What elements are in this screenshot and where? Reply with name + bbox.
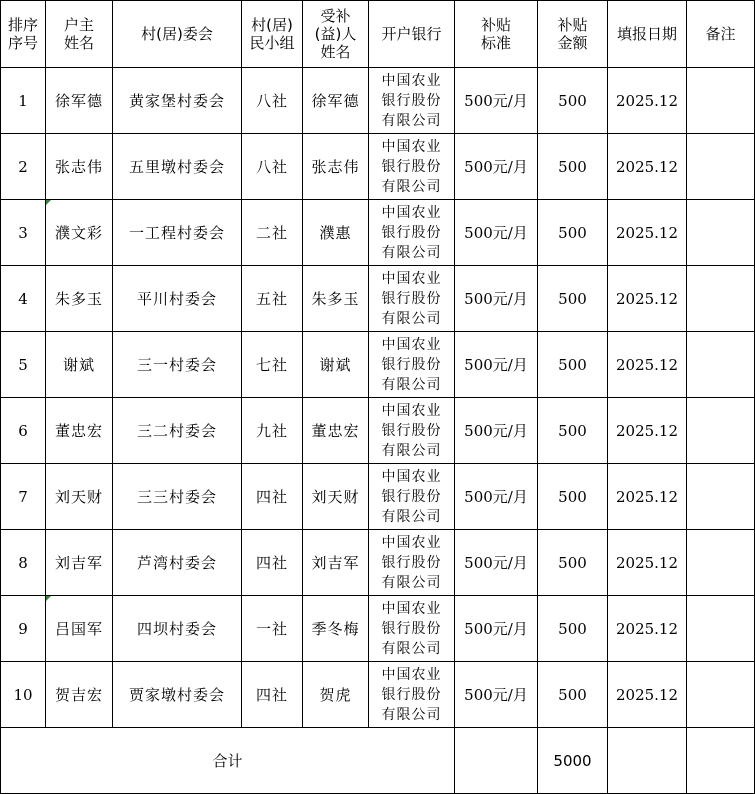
- table-row: [1, 596, 755, 662]
- cell-seq: 10: [1, 662, 46, 728]
- cell-beneficiary: 董忠宏: [303, 398, 369, 464]
- cell-group: 五社: [242, 266, 303, 332]
- cell-group: 二社: [242, 200, 303, 266]
- cell-beneficiary: 濮惠: [303, 200, 369, 266]
- cell-seq: 6: [1, 398, 46, 464]
- cell-household: 刘天财: [46, 464, 113, 530]
- header-bank: 开户银行: [369, 1, 455, 68]
- cell-beneficiary: 刘吉军: [303, 530, 369, 596]
- cell-standard: 500元/月: [455, 266, 538, 332]
- cell-bank: [369, 530, 455, 596]
- cell-standard: 500元/月: [455, 68, 538, 134]
- cell-committee: 五里墩村委会: [113, 134, 242, 200]
- total-remark-cell: [687, 728, 755, 794]
- cell-date: 2025.12: [608, 662, 687, 728]
- bank-line: 银行股份: [381, 158, 442, 175]
- bank-line: 银行股份: [381, 92, 442, 109]
- cell-amount: 500: [538, 134, 608, 200]
- bank-line: 银行股份: [381, 686, 442, 703]
- total-label: 合计: [1, 728, 455, 794]
- cell-beneficiary: 朱多玉: [303, 266, 369, 332]
- cell-beneficiary: 谢斌: [303, 332, 369, 398]
- cell-committee: 平川村委会: [113, 266, 242, 332]
- bank-line: 有限公司: [381, 508, 442, 525]
- cell-committee: 三二村委会: [113, 398, 242, 464]
- cell-remark: [687, 662, 755, 728]
- cell-beneficiary: 贺虎: [303, 662, 369, 728]
- cell-bank: [369, 464, 455, 530]
- cell-seq: 5: [1, 332, 46, 398]
- cell-remark: [687, 398, 755, 464]
- header-beneficiary: 受补 (益)人 姓名: [303, 1, 369, 68]
- cell-committee: 芦湾村委会: [113, 530, 242, 596]
- cell-beneficiary: 徐军德: [303, 68, 369, 134]
- cell-remark: [687, 464, 755, 530]
- cell-date: 2025.12: [608, 398, 687, 464]
- cell-household: 贺吉宏: [46, 662, 113, 728]
- bank-line: 银行股份: [381, 290, 442, 307]
- table-row: [1, 134, 755, 200]
- cell-bank: [369, 200, 455, 266]
- table-row: [1, 662, 755, 728]
- bank-line: 有限公司: [381, 178, 442, 195]
- bank-line: 中国农业: [381, 204, 442, 221]
- cell-household: 朱多玉: [46, 266, 113, 332]
- bank-line: 银行股份: [381, 356, 442, 373]
- bank-line: 中国农业: [381, 600, 442, 617]
- header-amount: 补贴 金额: [538, 1, 608, 68]
- cell-group: 四社: [242, 662, 303, 728]
- cell-standard: 500元/月: [455, 200, 538, 266]
- header-standard: 补贴 标准: [455, 1, 538, 68]
- total-date-cell: [608, 728, 687, 794]
- cell-group: 七社: [242, 332, 303, 398]
- cell-standard: 500元/月: [455, 662, 538, 728]
- cell-amount: 500: [538, 662, 608, 728]
- cell-standard: 500元/月: [455, 134, 538, 200]
- cell-household: 徐军德: [46, 68, 113, 134]
- cell-amount: 500: [538, 200, 608, 266]
- total-amount: 5000: [538, 728, 608, 794]
- cell-group: 八社: [242, 134, 303, 200]
- bank-line: 中国农业: [381, 138, 442, 155]
- cell-committee: 三一村委会: [113, 332, 242, 398]
- cell-seq: 1: [1, 68, 46, 134]
- cell-remark: [687, 596, 755, 662]
- cell-committee: 一工程村委会: [113, 200, 242, 266]
- table-row: [1, 398, 755, 464]
- cell-remark: [687, 332, 755, 398]
- cell-remark: [687, 266, 755, 332]
- cell-amount: 500: [538, 530, 608, 596]
- cell-amount: 500: [538, 266, 608, 332]
- header-committee: 村(居)委会: [113, 1, 242, 68]
- cell-beneficiary: 张志伟: [303, 134, 369, 200]
- bank-line: 有限公司: [381, 706, 442, 723]
- header-seq: 排序 序号: [1, 1, 46, 68]
- header-remark: 备注: [687, 1, 755, 68]
- cell-committee: 黄家堡村委会: [113, 68, 242, 134]
- bank-line: 中国农业: [381, 534, 442, 551]
- cell-remark: [687, 134, 755, 200]
- cell-seq: 3: [1, 200, 46, 266]
- cell-seq: 4: [1, 266, 46, 332]
- cell-date: 2025.12: [608, 200, 687, 266]
- bank-line: 银行股份: [381, 488, 442, 505]
- bank-line: 有限公司: [381, 574, 442, 591]
- cell-household: 濮文彩: [46, 200, 113, 266]
- bank-line: 银行股份: [381, 554, 442, 571]
- bank-line: 有限公司: [381, 442, 442, 459]
- cell-bank: [369, 662, 455, 728]
- bank-line: 银行股份: [381, 620, 442, 637]
- cell-household: 刘吉军: [46, 530, 113, 596]
- cell-date: 2025.12: [608, 332, 687, 398]
- bank-line: 有限公司: [381, 244, 442, 261]
- table-row: [1, 200, 755, 266]
- cell-date: 2025.12: [608, 530, 687, 596]
- cell-remark: [687, 200, 755, 266]
- cell-group: 四社: [242, 530, 303, 596]
- cell-standard: 500元/月: [455, 596, 538, 662]
- cell-amount: 500: [538, 596, 608, 662]
- bank-line: 中国农业: [381, 72, 442, 89]
- cell-standard: 500元/月: [455, 332, 538, 398]
- cell-amount: 500: [538, 332, 608, 398]
- cell-remark: [687, 68, 755, 134]
- table-row: [1, 464, 755, 530]
- cell-amount: 500: [538, 398, 608, 464]
- cell-seq: 9: [1, 596, 46, 662]
- cell-bank: [369, 332, 455, 398]
- cell-household: 吕国军: [46, 596, 113, 662]
- cell-amount: 500: [538, 68, 608, 134]
- cell-seq: 8: [1, 530, 46, 596]
- cell-bank: [369, 68, 455, 134]
- cell-date: 2025.12: [608, 266, 687, 332]
- cell-date: 2025.12: [608, 596, 687, 662]
- total-row: [1, 728, 755, 794]
- bank-line: 中国农业: [381, 270, 442, 287]
- header-group: 村(居) 民小组: [242, 1, 303, 68]
- cell-group: 四社: [242, 464, 303, 530]
- cell-bank: [369, 134, 455, 200]
- cell-bank: [369, 398, 455, 464]
- cell-group: 一社: [242, 596, 303, 662]
- cell-seq: 2: [1, 134, 46, 200]
- bank-line: 中国农业: [381, 666, 442, 683]
- cell-standard: 500元/月: [455, 464, 538, 530]
- cell-bank: [369, 266, 455, 332]
- cell-standard: 500元/月: [455, 530, 538, 596]
- cell-household: 董忠宏: [46, 398, 113, 464]
- cell-remark: [687, 530, 755, 596]
- bank-line: 中国农业: [381, 402, 442, 419]
- table-row: [1, 530, 755, 596]
- table-body: [1, 68, 755, 794]
- cell-beneficiary: 刘天财: [303, 464, 369, 530]
- cell-seq: 7: [1, 464, 46, 530]
- cell-committee: 三三村委会: [113, 464, 242, 530]
- bank-line: 有限公司: [381, 310, 442, 327]
- bank-line: 中国农业: [381, 336, 442, 353]
- cell-amount: 500: [538, 464, 608, 530]
- bank-line: 有限公司: [381, 640, 442, 657]
- table-row: [1, 332, 755, 398]
- cell-date: 2025.12: [608, 464, 687, 530]
- header-row: [1, 1, 755, 68]
- cell-group: 八社: [242, 68, 303, 134]
- table-row: [1, 68, 755, 134]
- cell-committee: 贾家墩村委会: [113, 662, 242, 728]
- cell-beneficiary: 季冬梅: [303, 596, 369, 662]
- cell-date: 2025.12: [608, 68, 687, 134]
- cell-group: 九社: [242, 398, 303, 464]
- bank-line: 有限公司: [381, 376, 442, 393]
- cell-bank: [369, 596, 455, 662]
- bank-line: 银行股份: [381, 224, 442, 241]
- cell-household: 张志伟: [46, 134, 113, 200]
- bank-line: 有限公司: [381, 112, 442, 129]
- cell-committee: 四坝村委会: [113, 596, 242, 662]
- table-row: [1, 266, 755, 332]
- header-date: 填报日期: [608, 1, 687, 68]
- cell-standard: 500元/月: [455, 398, 538, 464]
- header-household: 户主 姓名: [46, 1, 113, 68]
- cell-date: 2025.12: [608, 134, 687, 200]
- cell-household: 谢斌: [46, 332, 113, 398]
- bank-line: 银行股份: [381, 422, 442, 439]
- total-standard-cell: [455, 728, 538, 794]
- bank-line: 中国农业: [381, 468, 442, 485]
